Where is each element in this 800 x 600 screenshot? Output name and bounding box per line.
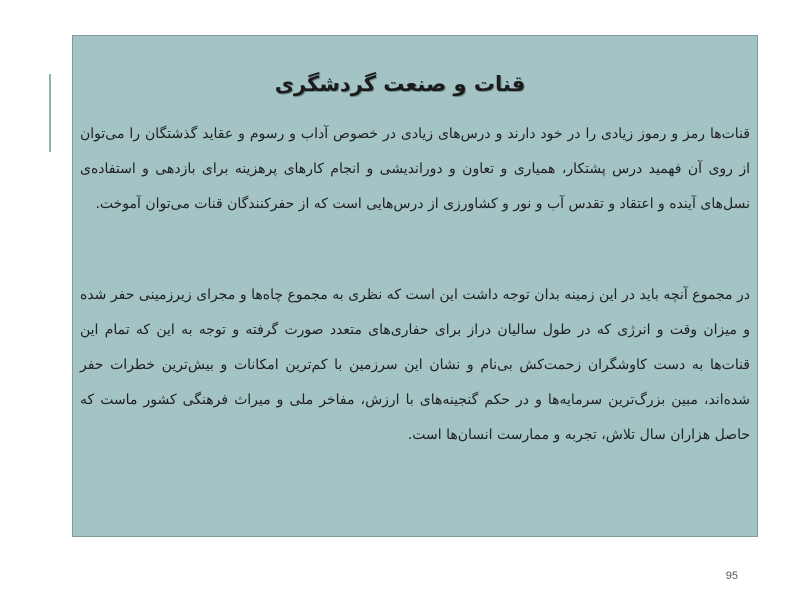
paragraph-2: در مجموع آنچه باید در این زمینه بدان توجه داشت این است که نظری به مجموع چاه‌ها و مجرای زیرزمینی حفر شده و میزان وقت و انرژی که در طول سالیان دراز برای حفاری‌های متعدد صورت گرفته و توجه به این که تمام این قنات‌ها به دست کاوشگران زحمت‌کش بی‌نام و نشان این سرزمین با کم‌ترین امکانات و بیش‌ترین خطرات حفر شده‌اند، مبین بزرگ‌ترین سرمایه‌ها و در حکم گنجینه‌های با ارزش، مفاخر ملی و میراث فرهنگی کشور ماست که حاصل هزاران سال تلاش، تجربه و ممارست انسان‌ها است. bbox=[80, 287, 750, 443]
paragraph-1: قنات‌ها رمز و رموز زیادی را در خود دارند و درس‌های زیادی در خصوص آداب و رسوم و عقاید گذشتگان را می‌توان از روی آن فهمید درس پشتکار، همیاری و تعاون و دوراندیشی و انجام کارهای پرهزینه برای بازدهی و استفاده‌ی نسل‌های آینده و اعتقاد و تقدس آب و نور و کشاورزی از درس‌هایی است که از حفرکنندگان قنات می‌توان آموخت. bbox=[80, 126, 750, 212]
slide-title: قنات و صنعت گردشگری bbox=[274, 72, 526, 96]
page-number: 95 bbox=[725, 570, 738, 582]
